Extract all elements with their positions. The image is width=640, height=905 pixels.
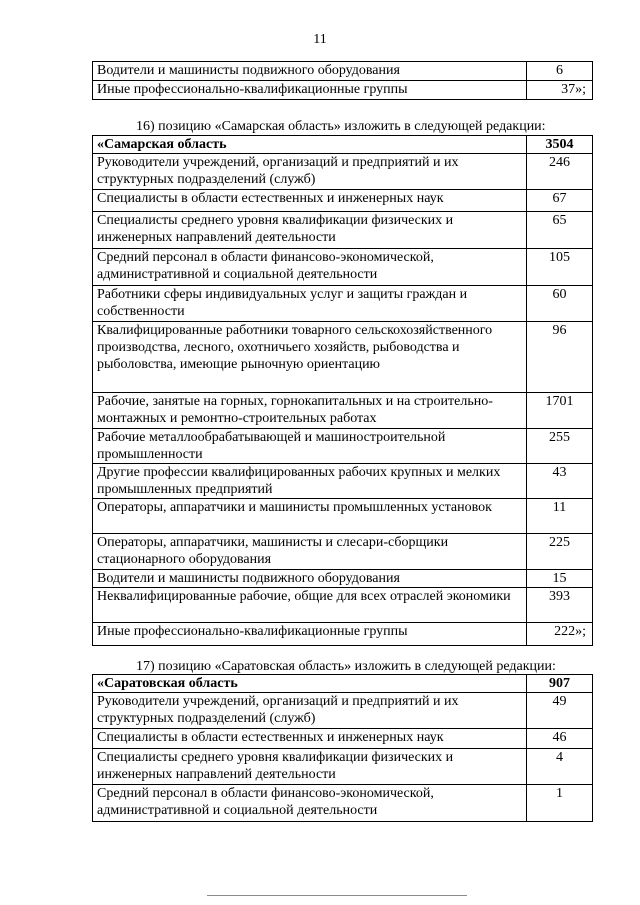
table-row	[93, 249, 593, 286]
row-value: 255	[527, 429, 593, 464]
row-label: Средний персонал в области финансово-экономической, административной и социальной деятельности	[93, 249, 527, 286]
table-row	[93, 393, 593, 429]
row-value: 96	[527, 322, 593, 393]
table-row	[93, 534, 593, 570]
row-label: Рабочие, занятые на горных, горнокапитальных и на строительно-монтажных и ремонтно-строительных работах	[93, 393, 527, 429]
row-label: Рабочие металлообрабатывающей и машиностроительной промышленности	[93, 429, 527, 464]
row-label: Квалифицированные работники товарного сельскохозяйственного производства, лесного, охотничьего хозяйств, рыбоводства и рыболовства, имеющие рыночную ориентацию	[93, 322, 527, 393]
page-number: 11	[313, 32, 327, 47]
row-value: 67	[527, 190, 593, 212]
row-label: Средний персонал в области финансово-экономической, административной и социальной деятельности	[93, 785, 527, 822]
table-row	[93, 693, 593, 729]
row-value: 43	[527, 464, 593, 499]
table-row	[93, 154, 593, 190]
row-value: 246	[527, 154, 593, 190]
row-value: 225	[527, 534, 593, 570]
table-row	[93, 464, 593, 499]
row-label: Иные профессионально-квалификационные группы	[93, 81, 527, 100]
row-value: 37»;	[527, 81, 593, 100]
row-value: 6	[527, 62, 593, 81]
row-label: Иные профессионально-квалификационные группы	[93, 623, 527, 646]
row-label: Неквалифицированные рабочие, общие для всех отраслей экономики	[93, 588, 527, 623]
table-row	[93, 190, 593, 212]
table-row	[93, 588, 593, 623]
row-label: Водители и машинисты подвижного оборудования	[93, 62, 527, 81]
section-17-intro: 17) позицию «Саратовская область» изложить в следующей редакции:	[136, 659, 556, 674]
row-value: 15	[527, 570, 593, 588]
table-row	[93, 499, 593, 534]
row-label: Операторы, аппаратчики, машинисты и слесари-сборщики стационарного оборудования	[93, 534, 527, 570]
table-row	[93, 322, 593, 393]
table-row	[93, 62, 593, 81]
row-value: 49	[527, 693, 593, 729]
row-label: Специалисты в области естественных и инженерных наук	[93, 729, 527, 749]
scan-edge-line	[207, 895, 467, 896]
saratov-table	[92, 674, 593, 822]
row-value: 1701	[527, 393, 593, 429]
row-label: Водители и машинисты подвижного оборудования	[93, 570, 527, 588]
row-label: Операторы, аппаратчики и машинисты промышленных установок	[93, 499, 527, 534]
table-header-row	[93, 136, 593, 154]
row-label: Специалисты в области естественных и инженерных наук	[93, 190, 527, 212]
table-row	[93, 623, 593, 646]
region-name: «Самарская область	[93, 136, 527, 154]
region-total: 907	[527, 675, 593, 693]
row-value: 222»;	[527, 623, 593, 646]
row-label: Специалисты среднего уровня квалификации физических и инженерных направлений деятельности	[93, 212, 527, 249]
row-label: Другие профессии квалифицированных рабочих крупных и мелких промышленных предприятий	[93, 464, 527, 499]
table-row	[93, 729, 593, 749]
row-value: 393	[527, 588, 593, 623]
row-value: 11	[527, 499, 593, 534]
section-16-intro: 16) позицию «Самарская область» изложить в следующей редакции:	[136, 119, 546, 134]
row-value: 1	[527, 785, 593, 822]
continuation-table	[92, 61, 593, 100]
row-label: Руководители учреждений, организаций и предприятий и их структурных подразделений (служб)	[93, 154, 527, 190]
table-row	[93, 570, 593, 588]
row-value: 60	[527, 286, 593, 322]
samara-table	[92, 135, 593, 646]
table-row	[93, 286, 593, 322]
row-label: Специалисты среднего уровня квалификации физических и инженерных направлений деятельности	[93, 749, 527, 785]
table-row	[93, 429, 593, 464]
row-label: Руководители учреждений, организаций и предприятий и их структурных подразделений (служб)	[93, 693, 527, 729]
table-header-row	[93, 675, 593, 693]
row-value: 46	[527, 729, 593, 749]
row-value: 4	[527, 749, 593, 785]
table-row	[93, 749, 593, 785]
row-value: 105	[527, 249, 593, 286]
region-name: «Саратовская область	[93, 675, 527, 693]
table-row	[93, 81, 593, 100]
table-row	[93, 785, 593, 822]
row-value: 65	[527, 212, 593, 249]
table-row	[93, 212, 593, 249]
region-total: 3504	[527, 136, 593, 154]
row-label: Работники сферы индивидуальных услуг и защиты граждан и собственности	[93, 286, 527, 322]
